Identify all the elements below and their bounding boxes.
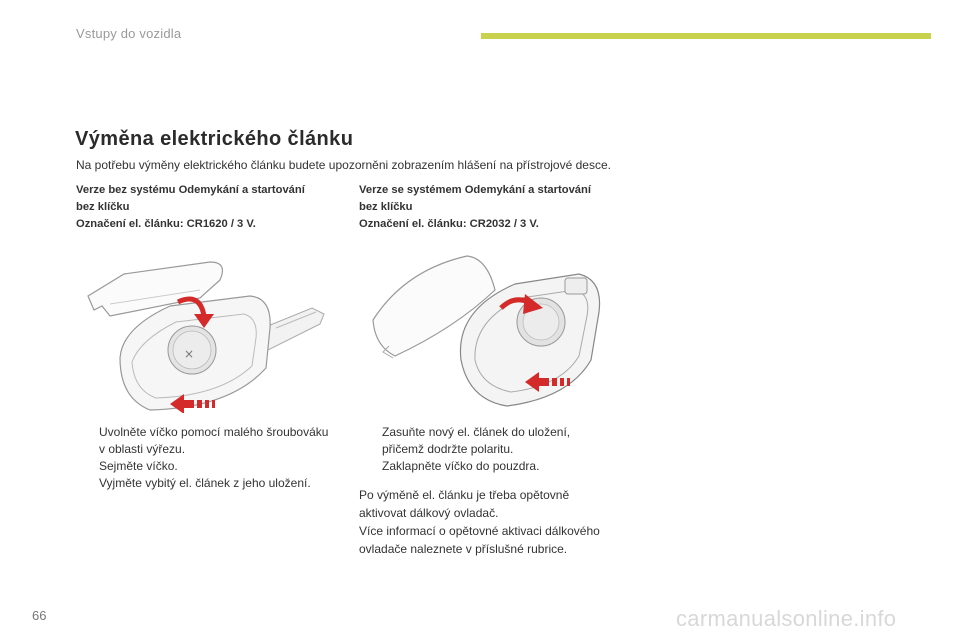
left-steps-list [76, 424, 346, 492]
step-line: v oblasti výřezu. [99, 442, 186, 456]
svg-text:×: × [184, 347, 195, 361]
key-fob-cr1620-illustration [80, 258, 340, 413]
note-line: aktivovat dálkový ovladač. [359, 506, 499, 520]
step-line: přičemž dodržte polaritu. [382, 442, 514, 456]
left-heading-line: Označení el. článku: CR1620 / 3 V. [76, 218, 256, 230]
note-line: Více informací o opětovné aktivaci dálkového [359, 524, 600, 538]
section-accent-bar [481, 33, 931, 39]
left-heading-line: bez klíčku [76, 201, 130, 213]
page-title: Výměna elektrického článku [75, 128, 354, 150]
step-line: Vyjměte vybitý el. článek z jeho uložení. [99, 476, 311, 490]
note-line: Po výměně el. článku je třeba opětovně [359, 488, 570, 502]
right-steps-list [359, 424, 609, 475]
left-heading-line: Verze bez systému Odemykání a startování [76, 184, 305, 196]
key-fob-cr2032-illustration [365, 250, 615, 410]
note-line: ovladače naleznete v příslušné rubrice. [359, 542, 568, 556]
right-heading-line: bez klíčku [359, 201, 413, 213]
step-line: Uvolněte víčko pomocí malého šroubováku [99, 425, 329, 439]
step-line: Zasuňte nový el. článek do uložení, [382, 425, 571, 439]
list-item [76, 475, 346, 492]
watermark: carmanualsonline.info [676, 606, 897, 631]
right-heading-line: Verze se systémem Odemykání a startování [359, 184, 591, 196]
intro-paragraph: Na potřebu výměny elektrického článku budete upozorněni zobrazením hlášení na přístrojové desce. [76, 158, 611, 172]
list-item [359, 458, 609, 475]
reactivation-note [359, 486, 600, 558]
list-item [76, 458, 346, 475]
right-heading-line: Označení el. článku: CR2032 / 3 V. [359, 218, 539, 230]
page-number: 66 [32, 608, 47, 623]
step-line: Zaklapněte víčko do pouzdra. [382, 459, 540, 473]
list-item [76, 424, 346, 458]
step-line: Sejměte víčko. [99, 459, 178, 473]
list-item [359, 424, 609, 458]
right-column-heading [359, 182, 591, 233]
left-column-heading [76, 182, 305, 233]
section-header: Vstupy do vozidla [76, 26, 182, 41]
